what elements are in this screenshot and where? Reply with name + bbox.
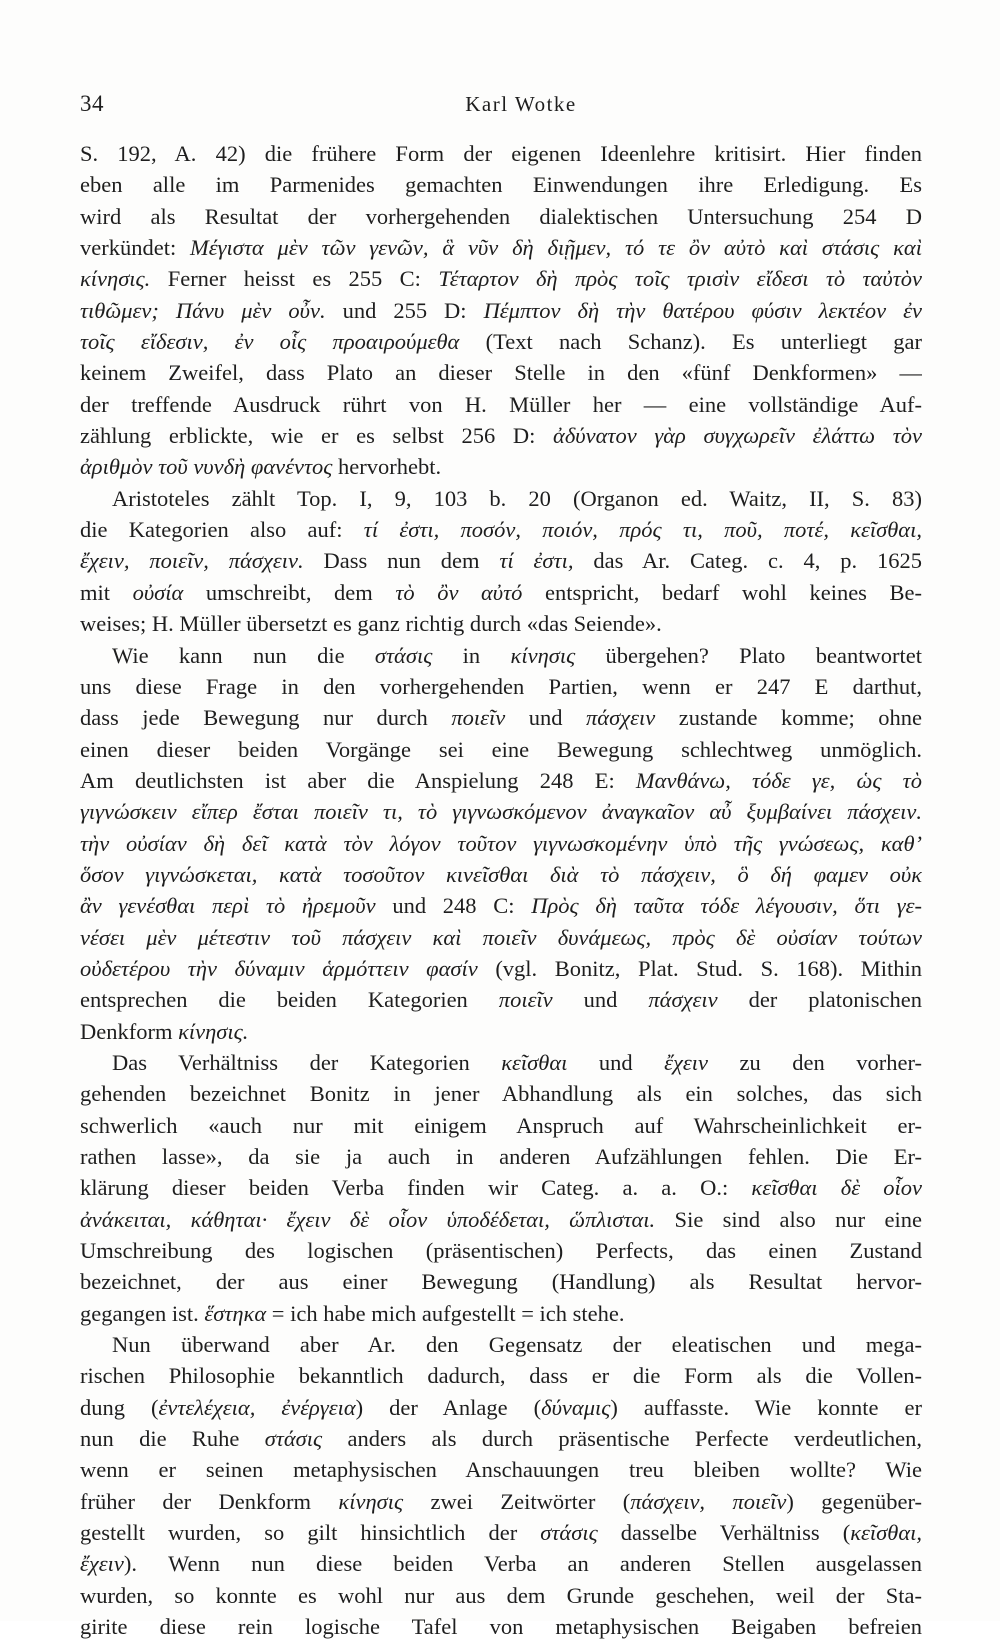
text-line [80,1016,922,1047]
greek-text: ἀδύνατον γὰρ συγχωρεῖν ἐλάττω τὸν [553,423,922,449]
text-segment: und 248 C: [375,893,532,919]
text-line [80,1078,922,1109]
text-line [80,890,922,921]
text-line [80,765,922,796]
greek-text: ἀριθμὸν τοῦ νυνδὴ φανέντος [80,454,333,480]
text-segment: dasselbe Verhältniss ( [597,1520,851,1546]
text-segment: schwerlich «auch nur mit einigem Anspruch auf Wahrscheinlichkeit er- [80,1112,922,1138]
greek-text: ἔχειν [80,1551,124,1577]
text-line [80,1611,922,1642]
text-line [80,702,922,733]
text-line [80,734,922,765]
greek-text: ἕστηκα [204,1300,267,1326]
text-segment: ) der Anlage ( [355,1394,542,1420]
text-line [80,1580,922,1611]
text-segment: wurden, so konnte es wohl nur aus dem Grunde geschehen, weil der Sta- [80,1582,922,1608]
text-line [80,1517,922,1548]
text-segment: ) gegenüber- [786,1488,922,1514]
greek-text: τοῖς εἴδεσιν, ἐν οἷς προαιρούμεθα [80,329,460,355]
text-segment: und 255 D: [325,297,484,323]
text-line [80,1486,922,1517]
text-segment: gestellt wurden, so gilt hinsichtlich der [80,1520,541,1546]
greek-text: Μέγιστα μὲν τῶν γενῶν, ἃ νῦν δὴ διῇμεν, τό τε ὂν αὐτὸ καὶ στάσις καὶ [190,235,922,261]
text-segment: Sie sind also nur eine [655,1206,922,1232]
text-segment: klärung dieser beiden Verba finden wir Categ. a. a. O.: [80,1175,752,1201]
greek-text: στάσις [540,1520,598,1546]
text-segment: entsprechen die beiden Kategorien [80,987,499,1013]
text-segment: übergehen? Plato beantwortet [575,642,922,668]
text-segment: Umschreibung des logischen (präsentischen) Perfects, das einen Zustand [80,1238,922,1264]
greek-text: κεῖσθαι [501,1049,568,1075]
greek-text: ὅσον γιγνώσκεται, κατὰ τοσοῦτον κινεῖσθαι διὰ τὸ πάσχειν, ὃ δή φαμεν οὐκ [80,861,922,887]
text-segment: (vgl. Bonitz, Plat. Stud. S. 168). Mithin [477,955,922,981]
greek-text: ἂν γενέσθαι περὶ τὸ ἠρεμοῦν [80,893,376,919]
greek-text: πάσχειν [648,987,718,1013]
text-segment: rathen lasse», da sie ja auch in anderen Aufzählungen fehlen. Die Er- [80,1144,922,1169]
text-segment: zu den vorher- [708,1049,922,1075]
text-segment: der platonischen [717,987,922,1013]
text-line [80,640,922,671]
text-segment: dass jede Bewegung nur durch [80,705,452,731]
text-segment: zustande komme; ohne [655,705,922,731]
greek-text: ποιεῖν [498,987,553,1013]
greek-text: πάσχειν [586,705,656,731]
text-segment: eben alle im Parmenides gemachten Einwendungen ihre Erledigung. Es [80,172,922,198]
text-segment: und [567,1049,665,1075]
text-line [80,828,922,859]
greek-text: Τέταρτον δὴ πρὸς τοῖς τρισὶν εἴδεσι τὸ ταὐτὸν [438,266,922,292]
text-segment: zwei Zeitwörter ( [403,1488,631,1514]
text-segment: keinem Zweifel, dass Plato an dieser Stelle in den «fünf Denkformen» — [80,360,922,386]
text-line [80,953,922,984]
text-segment: Das Verhältniss der Kategorien [112,1049,502,1075]
greek-text: κίνησις. [80,266,151,292]
greek-text: στάσις [264,1426,323,1452]
page-number: 34 [80,91,104,116]
text-segment: umschreibt, dem [183,579,396,605]
greek-text: τιθῶμεν; Πάνυ μὲν οὖν. [80,297,326,323]
text-line [80,1423,922,1454]
text-segment: Nun überwand aber Ar. den Gegensatz der eleatischen und mega- [112,1332,922,1358]
text-line [80,1548,922,1579]
text-segment: Ferner heisst es 255 C: [150,266,439,292]
greek-text: κίνησις. [178,1018,249,1044]
text-line [80,1172,922,1203]
text-segment: mit [80,579,133,605]
text-segment: Am deutlichsten ist aber die Anspielung 248 E: [80,767,636,793]
text-line [80,201,922,232]
text-segment: (Text nach Schanz). Es unterliegt gar [459,329,922,355]
text-line [80,1298,922,1329]
text-segment: girite diese rein logische Tafel von metaphysischen Beigaben befreien [80,1614,922,1640]
text-segment: bezeichnet, der aus einer Bewegung (Handlung) als Resultat hervor- [80,1269,922,1295]
greek-text: Πέμπτον δὴ τὴν θατέρου φύσιν λεκτέον ἐν [483,297,922,323]
text-line [80,1329,922,1360]
text-segment: uns diese Frage in den vorhergehenden Partien, wenn er 247 E darthut, [80,673,922,699]
text-segment: einen dieser beiden Vorgänge sei eine Bewegung schlechtweg unmöglich. [80,736,922,762]
text-segment: gegangen ist. [80,1300,205,1326]
greek-text: γιγνώσκειν εἴπερ ἔσται ποιεῖν τι, τὸ γιγνωσκόμενον ἀναγκαῖον αὖ ξυμβαίνει πάσχειν. [80,799,922,825]
greek-text: κεῖσθαι δὲ οἷον [751,1175,922,1201]
text-line [80,451,922,482]
text-line [80,138,922,169]
greek-text: οὐσία [132,579,184,605]
text-segment: Wie kann nun die [112,642,375,668]
text-line [80,326,922,357]
text-line [80,859,922,890]
text-line [80,796,922,827]
greek-text: στάσις [374,642,433,668]
text-segment: und [505,705,587,731]
text-segment: das Ar. Categ. c. 4, p. 1625 [573,548,922,574]
text-line [80,1047,922,1078]
greek-text: ἐντελέχεια, ἐνέργεια [158,1394,356,1420]
text-segment: gehenden bezeichnet Bonitz in jener Abhandlung als ein solches, das sich [80,1081,922,1107]
text-line [80,984,922,1015]
text-line [80,1454,922,1485]
greek-text: Πρὸς δὴ ταῦτα τόδε λέγουσιν, ὅτι γε- [531,893,922,919]
greek-text: οὐδετέρου τὴν δύναμιν ἁρμόττειν φασίν [80,955,478,981]
text-line [80,263,922,294]
text-line [80,671,922,702]
text-line [80,1235,922,1266]
text-line [80,420,922,451]
text-segment: ) auffasste. Wie konnte er [610,1394,922,1420]
text-line [80,514,922,545]
greek-text: νέσει μὲν μέτεστιν τοῦ πάσχειν καὶ ποιεῖν δυνάμεως, πρὸς δὲ οὐσίαν τούτων [80,924,922,950]
text-segment: der treffende Ausdruck rührt von H. Müller her — eine vollständige Auf- [80,391,922,417]
greek-text: ἔχειν [664,1049,709,1075]
greek-text: τὴν οὐσίαν δὴ δεῖ κατὰ τὸν λόγον τοῦτον γιγνωσκομένην ὑπὸ τῆς γνώσεως, καθ’ [80,830,922,856]
text-segment: hervorhebt. [332,454,442,480]
text-segment: rischen Philosophie bekanntlich dadurch, dass er die Form als die Vollen- [80,1363,922,1389]
text-line [80,922,922,953]
text-segment: Aristoteles zählt Top. I, 9, 103 b. 20 (Organon ed. Waitz, II, S. 83) [112,485,922,511]
greek-text: τὸ ὂν αὐτό [395,579,523,605]
greek-text: ποιεῖν [451,705,506,731]
greek-text: κίνησις [510,642,576,668]
text-segment: verkündet: [80,235,191,261]
greek-text: ἀνάκειται, κάθηται· ἔχειν δὲ οἷον ὑποδέδεται, ὥπλισται. [80,1206,656,1232]
text-segment: ). Wenn nun diese beiden Verba an anderen Stellen ausgelassen [123,1551,922,1577]
text-line [80,608,922,639]
greek-text: κίνησις [338,1488,404,1514]
text-segment: wenn er seinen metaphysischen Anschauungen treu bleiben wollte? Wie [80,1457,922,1483]
greek-text: πάσχειν, ποιεῖν [630,1488,787,1514]
text-segment: und [552,987,649,1013]
text-segment: S. 192, A. 42) die frühere Form der eigenen Ideenlehre kritisirt. Hier finden [80,141,922,166]
text-line [80,1141,922,1172]
body-text [80,138,922,1643]
text-segment: entspricht, bedarf wohl keines Be- [522,579,922,605]
text-line [80,389,922,420]
text-line [80,357,922,388]
text-segment: nun die Ruhe [80,1426,265,1452]
greek-text: Μανθάνω, τόδε γε, ὡς τὸ [635,767,922,793]
text-segment: weises; H. Müller übersetzt es ganz richtig durch «das Seiende». [80,611,662,637]
text-line [80,577,922,608]
text-segment: anders als durch präsentische Perfecte verdeutlichen, [322,1426,922,1452]
text-line [80,1266,922,1297]
text-line [80,1110,922,1141]
greek-text: ἔχειν, ποιεῖν, πάσχειν. [80,548,304,574]
text-segment: die Kategorien also auf: [80,517,364,543]
text-segment: Denkform [80,1018,179,1044]
greek-text: δύναμις [541,1394,611,1420]
text-line [80,232,922,263]
text-line [80,545,922,576]
text-segment: wird als Resultat der vorhergehenden dialektischen Untersuchung 254 D [80,203,922,229]
page-header [80,91,922,123]
greek-text: κεῖσθαι, [850,1520,922,1546]
text-segment: früher der Denkform [80,1488,339,1514]
text-segment: Dass nun dem [303,548,500,574]
text-line [80,169,922,200]
text-line [80,1204,922,1235]
running-head: Karl Wotke [465,92,577,116]
text-segment: = ich habe mich aufgestellt = ich stehe. [266,1300,625,1326]
text-segment: dung ( [80,1394,159,1420]
text-line [80,483,922,514]
text-line [80,295,922,326]
greek-text: τί ἐστι, ποσόν, ποιόν, πρός τι, ποῦ, ποτέ, κεῖσθαι, [363,517,922,543]
greek-text: τί ἐστι, [499,548,574,574]
text-segment: in [432,642,511,668]
text-line [80,1392,922,1423]
text-line [80,1360,922,1391]
text-segment: zählung erblickte, wie er es selbst 256 D: [80,423,554,449]
